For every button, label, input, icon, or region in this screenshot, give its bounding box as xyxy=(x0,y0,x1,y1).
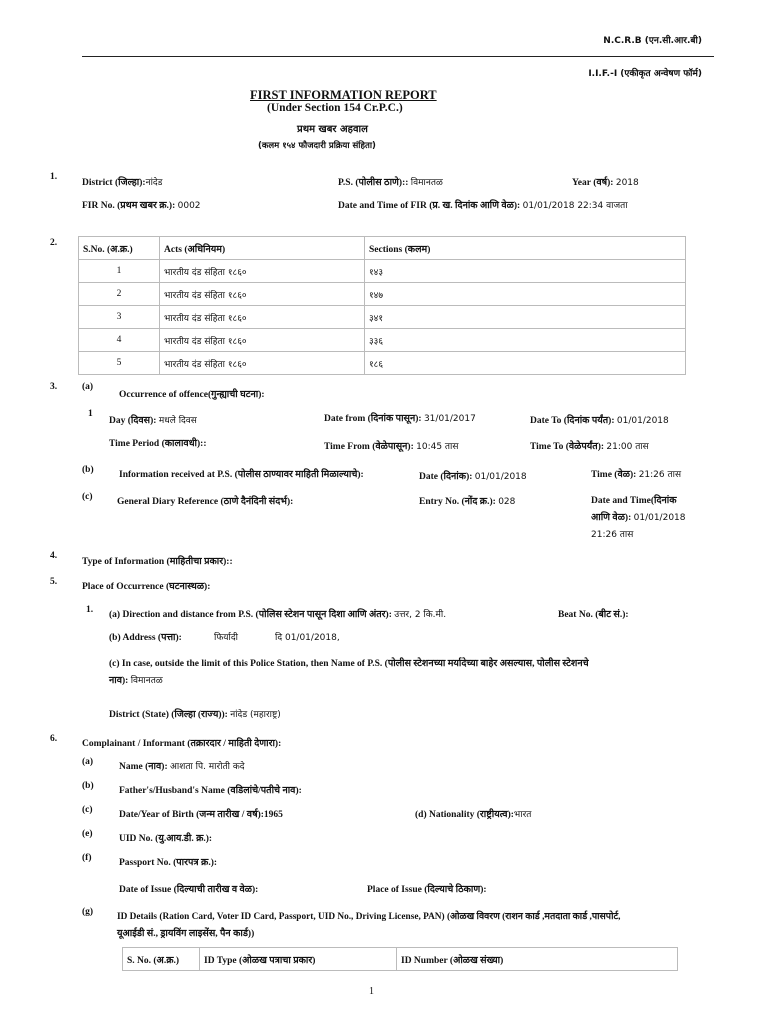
police-station-field xyxy=(338,175,443,188)
acts-table-header xyxy=(79,237,686,260)
nationality-value: भारत xyxy=(513,810,532,820)
day-field xyxy=(109,413,197,426)
birth-field xyxy=(119,807,283,820)
address-label: (b) Address (पत्ता): xyxy=(109,633,182,643)
table-row xyxy=(79,329,686,352)
iif-label: I.I.F.-I (एकीकृत अन्वेषण फॉर्म) xyxy=(588,69,702,79)
acts-header-acts: Acts (अधिनियम) xyxy=(160,237,365,260)
year-value: 2018 xyxy=(615,178,639,188)
date-to-label: Date To (दिनांक पर्यंत): xyxy=(530,416,615,426)
info-received-label: Information received at P.S. (पोलीस ठाण्यावर माहिती मिळाल्याचे): xyxy=(119,470,364,480)
fir-datetime-label: Date and Time of FIR (प्र. ख. दिनांक आणि वेळ): xyxy=(338,201,521,211)
acts-table xyxy=(78,236,686,375)
table-row xyxy=(79,260,686,283)
outside-limit-label-2: नाव): xyxy=(109,676,129,686)
year-label: Year (वर्ष): xyxy=(572,178,614,188)
acts-cell-section: ३३६ xyxy=(365,329,686,352)
info-date-field xyxy=(419,469,527,482)
gd-datetime-value-2: 21:26 तास xyxy=(591,530,634,540)
district-field xyxy=(82,175,163,188)
nationality-label: (d) Nationality (राष्ट्रीयत्व): xyxy=(415,810,514,820)
acts-cell-section: १४७ xyxy=(365,283,686,306)
date-from-field xyxy=(324,411,476,424)
time-from-value: 10:45 तास xyxy=(416,442,459,452)
uid-label: UID No. (यु.आय.डी. क्र.): xyxy=(119,834,213,844)
id-header-number: ID Number (ओळख संख्या) xyxy=(397,948,678,971)
nationality-field xyxy=(415,807,531,820)
table-row xyxy=(79,283,686,306)
acts-cell-act: भारतीय दंड संहिता १८६० xyxy=(160,329,365,352)
time-from-field xyxy=(324,439,458,452)
gd-datetime-label-1: Date and Time(दिनांक xyxy=(591,496,677,506)
occurrence-heading: Occurrence of offence(गुन्ह्याची घटना): xyxy=(119,390,265,400)
complainant-name-field xyxy=(119,759,245,772)
time-period-label: Time Period (कालावधी):: xyxy=(109,439,207,449)
beat-number-label: Beat No. (बीट सं.): xyxy=(558,610,629,620)
birth-value: 1965 xyxy=(263,810,283,820)
information-type-label: Type of Information (माहितीचा प्रकार):: xyxy=(82,557,233,567)
date-from-label: Date from (दिनांक पासून): xyxy=(324,414,422,424)
time-from-label: Time From (वेळेपासून): xyxy=(324,442,414,452)
entry-number-label: Entry No. (नोंद क्र.): xyxy=(419,497,496,507)
place-of-occurrence-label: Place of Occurrence (घटनास्थळ): xyxy=(82,582,211,592)
section-1-number: 1. xyxy=(50,172,58,182)
id-details-label-1: ID Details (Ration Card, Voter ID Card, Passport, UID No., Driving License, PAN) (ओळख विवरण (राशन कार्ड ,मतदाता कार्ड ,पासपोर्ट, xyxy=(117,912,621,922)
item-a-marker: (a) xyxy=(82,382,94,392)
gd-datetime-value-1: 01/01/2018 xyxy=(633,513,686,523)
day-label: Day (दिवस): xyxy=(109,416,157,426)
outside-limit-label-1: (c) In case, outside the limit of this Police Station, then Name of P.S. (पोलीस स्टेशनच्या मर्यादेच्या बाहेर असल्यास, पोलीस स्टेशनचे xyxy=(109,659,589,669)
info-date-label: Date (दिनांक): xyxy=(419,472,473,482)
district-state-field xyxy=(109,707,281,720)
entry-number-value: 028 xyxy=(498,497,516,507)
ps-label: P.S. (पोलीस ठाणे):: xyxy=(338,178,409,188)
info-time-field xyxy=(591,467,681,480)
acts-cell-sno: 2 xyxy=(79,283,160,306)
item-b-marker: (b) xyxy=(82,781,94,791)
acts-cell-act: भारतीय दंड संहिता १८६० xyxy=(160,283,365,306)
day-value: मधले दिवस xyxy=(158,416,197,426)
item-b-marker: (b) xyxy=(82,465,94,475)
time-to-label: Time To (वेळेपर्यंत): xyxy=(530,442,605,452)
item-c-marker: (c) xyxy=(82,492,93,502)
report-subtitle: (Under Section 154 Cr.P.C.) xyxy=(267,102,403,114)
acts-cell-section: ३४१ xyxy=(365,306,686,329)
address-value-1: फिर्यादी xyxy=(214,633,238,643)
acts-cell-act: भारतीय दंड संहिता १८६० xyxy=(160,260,365,283)
id-table xyxy=(122,947,678,971)
acts-cell-sno: 3 xyxy=(79,306,160,329)
report-title: FIRST INFORMATION REPORT xyxy=(250,88,437,102)
header-rule xyxy=(82,56,714,57)
complainant-name-label: Name (नाव): xyxy=(119,762,168,772)
gd-datetime-field xyxy=(591,510,686,523)
acts-header-sections: Sections (कलम) xyxy=(365,237,686,260)
info-date-value: 01/01/2018 xyxy=(474,472,527,482)
time-to-value: 21:00 तास xyxy=(606,442,649,452)
fir-value: 0002 xyxy=(177,201,201,211)
item-g-marker: (g) xyxy=(82,907,94,917)
direction-field xyxy=(109,607,446,620)
ps-value: विमानतळ xyxy=(410,178,443,188)
section-3-number: 3. xyxy=(50,382,58,392)
item-a-marker: (a) xyxy=(82,757,94,767)
table-row xyxy=(79,306,686,329)
info-time-value: 21:26 तास xyxy=(638,470,682,480)
section-4-number: 4. xyxy=(50,551,58,561)
date-to-value: 01/01/2018 xyxy=(616,416,669,426)
acts-cell-act: भारतीय दंड संहिता १८६० xyxy=(160,306,365,329)
entry-number-field xyxy=(419,494,515,507)
info-time-label: Time (वेळ): xyxy=(591,470,637,480)
gd-datetime-label-2: आणि वेळ): xyxy=(591,513,632,523)
fir-label: FIR No. (प्रथम खबर क्र.): xyxy=(82,201,176,211)
fir-datetime-value: 01/01/2018 22:34 वाजता xyxy=(522,201,628,211)
date-from-value: 31/01/2017 xyxy=(423,414,476,424)
outside-limit-value: विमानतळ xyxy=(130,676,163,686)
fir-datetime-field xyxy=(338,198,628,211)
acts-cell-section: १४३ xyxy=(365,260,686,283)
issue-date-label: Date of Issue (दिल्याची तारीख व वेळ): xyxy=(119,885,259,895)
fir-number-field xyxy=(82,198,201,211)
section-6-number: 6. xyxy=(50,734,58,744)
complainant-label: Complainant / Informant (तक्रारदार / माहिती देणारा): xyxy=(82,739,282,749)
table-row xyxy=(79,352,686,375)
passport-label: Passport No. (पारपत्र क्र.): xyxy=(119,858,218,868)
date-to-field xyxy=(530,413,669,426)
id-details-label-2: यूआईडी सं., ड्रायविंग लाइसेंस, पैन कार्ड)) xyxy=(117,929,255,939)
address-value-2: दि 01/01/2018, xyxy=(275,633,340,643)
complainant-name-value: आशता पि. मारोती कदे xyxy=(170,762,245,772)
report-title-marathi: प्रथम खबर अहवाल xyxy=(297,124,368,135)
id-header-sno: S. No. (अ.क्र.) xyxy=(123,948,200,971)
report-subtitle-marathi: (कलम १५४ फौजदारी प्रक्रिया संहिता) xyxy=(258,141,376,151)
ncrb-label: N.C.R.B (एन.सी.आर.बी) xyxy=(603,36,702,46)
acts-cell-sno: 1 xyxy=(79,260,160,283)
place-item-number: 1. xyxy=(86,605,94,615)
issue-place-label: Place of Issue (दिल्याचे ठिकाण): xyxy=(367,885,487,895)
id-header-type: ID Type (ओळख पत्राचा प्रकार) xyxy=(200,948,397,971)
acts-cell-sno: 4 xyxy=(79,329,160,352)
district-state-label: District (State) (जिल्हा (राज्य)): xyxy=(109,710,228,720)
occurrence-item-number: 1 xyxy=(88,409,93,419)
section-2-number: 2. xyxy=(50,238,58,248)
district-label: District (जिल्हा): xyxy=(82,178,146,188)
item-c-marker: (c) xyxy=(82,805,93,815)
district-value: नांदेड xyxy=(145,178,163,188)
time-to-field xyxy=(530,439,649,452)
acts-cell-section: १८६ xyxy=(365,352,686,375)
acts-header-sno: S.No. (अ.क्र.) xyxy=(79,237,160,260)
section-5-number: 5. xyxy=(50,577,58,587)
direction-value: उत्तर, 2 कि.मी. xyxy=(394,610,447,620)
acts-cell-sno: 5 xyxy=(79,352,160,375)
father-name-label: Father's/Husband's Name (वडिलांचे/पतीचे नाव): xyxy=(119,786,302,796)
outside-limit-field xyxy=(109,673,163,686)
gd-reference-label: General Diary Reference (ठाणे दैनंदिनी संदर्भ): xyxy=(117,497,294,507)
page-number: 1 xyxy=(369,986,374,997)
item-f-marker: (f) xyxy=(82,853,92,863)
item-e-marker: (e) xyxy=(82,829,93,839)
birth-label: Date/Year of Birth (जन्म तारीख / वर्ष): xyxy=(119,810,264,820)
district-state-value: नांदेड (महाराष्ट्र) xyxy=(230,710,281,720)
id-table-header xyxy=(123,948,678,971)
acts-cell-act: भारतीय दंड संहिता १८६० xyxy=(160,352,365,375)
year-field xyxy=(572,175,639,188)
direction-label: (a) Direction and distance from P.S. (पोलिस स्टेशन पासून दिशा आणि अंतर): xyxy=(109,610,392,620)
